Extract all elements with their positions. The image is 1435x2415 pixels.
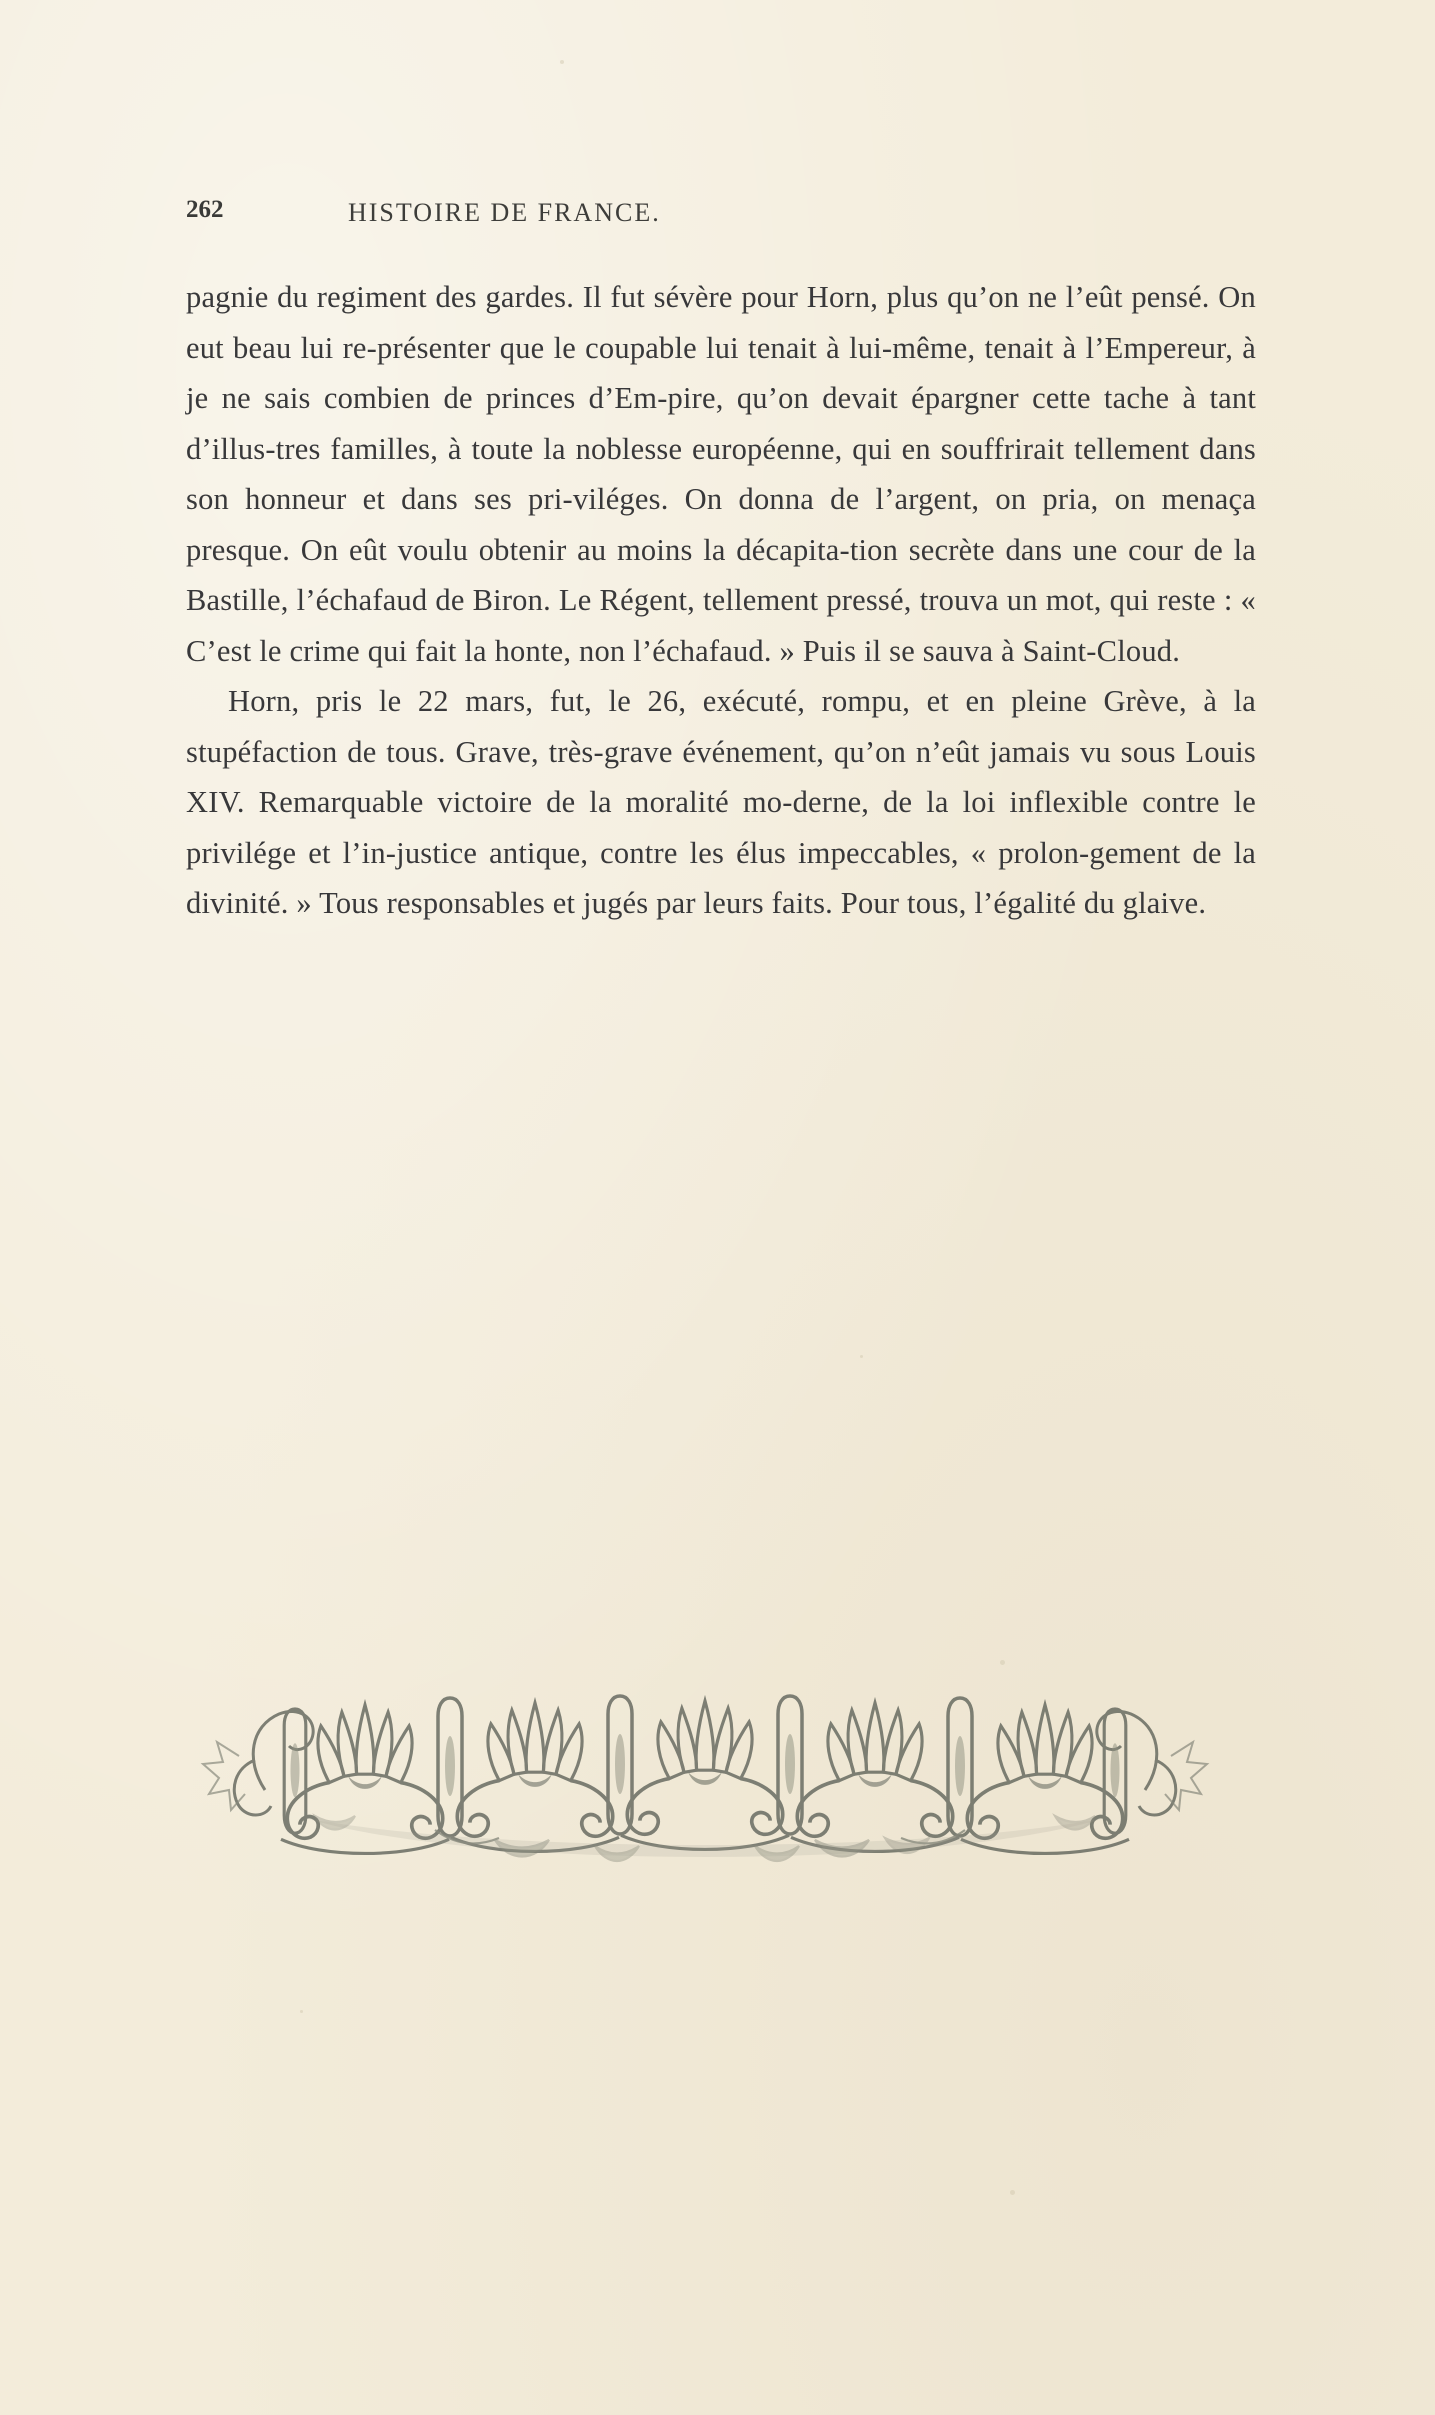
palmette-ornament-engraving (195, 1640, 1215, 1900)
running-head-title: HISTOIRE DE FRANCE. (348, 198, 661, 227)
paper-speck (300, 2010, 303, 2013)
body-paragraph: Horn, pris le 22 mars, fut, le 26, exécuté, rompu, et en pleine Grève, à la stupéfaction de tous. Grave, très-grave événement, qu’on n’eût jamais vu sous Louis XIV. Remarquable victoire de la moralité mo-derne, de la loi inflexible contre le privilége et l’in-justice antique, contre les élus impeccables, « prolon-gement de la divinité. » Tous responsables et jugés par leurs faits. Pour tous, l’égalité du glaive. (186, 684, 1256, 920)
paper-speck (860, 1355, 863, 1358)
body-paragraph: pagnie du regiment des gardes. Il fut sévère pour Horn, plus qu’on ne l’eût pensé. On eut beau lui re-présenter que le coupable lui tenait à lui-même, tenait à l’Empereur, à je ne sais combien de princes d’Em-pire, qu’on devait épargner cette tache à tant d’illus-tres familles, à toute la noblesse européenne, qui en souffrirait tellement dans son honneur et dans ses pri-viléges. On donna de l’argent, on pria, on menaça presque. On eût voulu obtenir au moins la décapita-tion secrète dans une cour de la Bastille, l’échafaud de Biron. Le Régent, tellement pressé, trouva un mot, qui reste : « C’est le crime qui fait la honte, non l’échafaud. » Puis il se sauva à Saint-Cloud. (186, 280, 1256, 668)
page-header (186, 190, 1256, 234)
page-number: 262 (186, 196, 224, 223)
paper-speck (1010, 2190, 1015, 2195)
page-content (186, 190, 1256, 929)
paper-speck (560, 60, 564, 64)
